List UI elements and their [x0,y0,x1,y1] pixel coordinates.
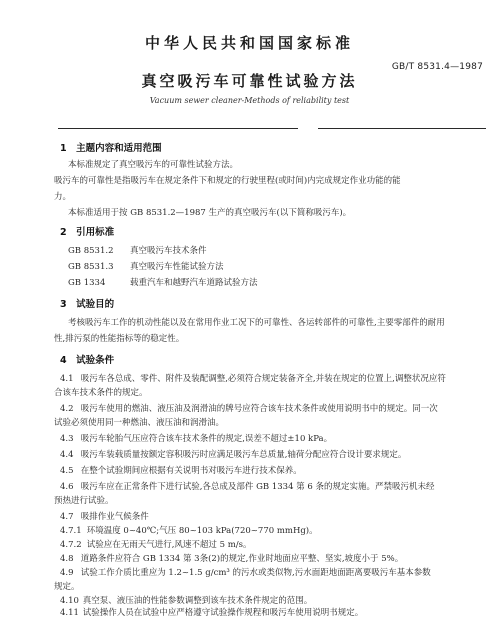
clause-number: 4.4 [60,450,74,460]
reference-code: GB 1334 [68,278,106,288]
clause-item [60,432,332,444]
clause-number: 4.7 [60,512,74,522]
clause-text: 吸污车使用的燃油、液压油及润滑油的牌号应符合该车技术条件或使用说明书中的规定。同一次 [80,404,438,414]
clause-number: 4.7.1 [60,526,82,536]
section-1-line: 本标准适用于按 GB 8531.2—1987 生产的真空吸污车(以下简称吸污车)。 [68,208,352,218]
clause-item [60,594,312,606]
clause-continuation: 试验必须使用同一种燃油、液压油和润滑油。 [54,418,225,428]
header-rule-right [318,128,486,129]
clause-item [60,372,446,384]
clause-item [60,480,435,492]
standard-number: GB/T 8531.4—1987 [391,62,483,72]
clause-continuation: 预热进行试验。 [54,496,114,506]
clause-item [60,524,318,536]
document-title: 真空吸污车可靠性试验方法 [141,72,358,90]
clause-text: 吸污车轮胎气压应符合该车技术条件的规定,误差不超过±10 kPa。 [80,434,333,444]
section-1-line: 力。 [54,192,72,202]
section-3-line: 考核吸污车工作的机动性能以及在常用作业工况下的可靠性、各运转部件的可靠性,主要零部件的耐用 [68,318,445,328]
clause-number: 4.3 [60,434,74,444]
clause-continuation: 合该车技术条件的规定。 [54,388,148,398]
reference-item [68,244,207,256]
section-3-line: 性,排污泵的性能指标等的稳定性。 [54,334,185,344]
national-standard-title: 中华人民共和国国家标准 [144,34,354,52]
clause-number: 4.10 [60,596,79,606]
clause-item [60,566,431,578]
clause-number: 4.2 [60,404,74,414]
clause-text: 试验工作介质比重应为 1.2~1.5 g/cm³ 的污水或类似物,污水面距地面距离要吸污车基本参数 [80,568,431,578]
section-4-heading: 4 试验条件 [60,355,115,366]
clause-continuation: 规定。 [54,582,80,592]
clause-text: 试验操作人员在试验中应严格遵守试验操作规程和吸污车使用说明书规定。 [82,608,364,618]
clause-text: 在整个试验期间应根据有关说明书对吸污车进行技术保养。 [80,466,302,476]
section-1-heading: 1 主题内容和适用范围 [60,143,162,154]
section-2-heading: 2 引用标准 [60,227,115,238]
clause-number: 4.5 [60,466,74,476]
section-3-heading: 3 试验目的 [60,299,115,310]
section-1-line: 本标准规定了真空吸污车的可靠性试验方法。 [68,160,239,170]
clause-text: 环境温度 0~40℃;气压 80~103 kPa(720~770 mmHg)。 [86,526,318,536]
clause-item [60,464,302,476]
clause-text: 吸排作业气候条件 [80,512,149,522]
clause-number: 4.1 [60,374,74,384]
reference-title: 载重汽车和越野汽车道路试验方法 [130,278,258,288]
english-title: Vacuum sewer cleaner-Methods of reliability test [149,96,350,105]
section-1-line: 吸污车的可靠性是指吸污车在规定条件下和规定的行驶里程(或时间)内完成规定作业功能的能 [54,176,401,186]
reference-title: 真空吸污车技术条件 [130,246,207,256]
clause-text: 吸污车装载质量按额定容积吸污时应满足吸污车总质量,轴荷分配应符合设计要求规定。 [80,450,407,460]
clause-number: 4.6 [60,482,74,492]
clause-text: 试验应在无雨天气进行,风速不超过 5 m/s。 [86,540,252,550]
clause-number: 4.9 [60,568,74,578]
header-rule-left [58,128,298,129]
clause-item [60,510,149,522]
clause-text: 吸污车应在正常条件下进行试验,各总成及部件 GB 1334 第 6 条的规定实施。严禁吸污机未经 [80,482,435,492]
clause-item [60,538,252,550]
clause-number: 4.8 [60,554,74,564]
reference-code: GB 8531.3 [68,262,114,272]
reference-title: 真空吸污车性能试验方法 [130,262,224,272]
reference-item [68,276,258,288]
clause-item [60,448,406,460]
clause-item [60,552,403,564]
reference-item [68,260,224,272]
clause-number: 4.11 [60,608,79,618]
clause-item [60,402,438,414]
clause-item [60,606,363,618]
clause-text: 真空泵、液压油的性能参数调整到该车技术条件规定的范围。 [82,596,313,606]
clause-number: 4.7.2 [60,540,82,550]
clause-text: 吸污车各总成、零件、附件及装配调整,必须符合规定装备齐全,并装在规定的位置上,调整状况应符 [80,374,446,384]
reference-code: GB 8531.2 [68,246,114,256]
clause-text: 道路条件应符合 GB 1334 第 3条(2)的规定,作业时地面应平整、坚实,坡度小于 5%。 [80,554,404,564]
